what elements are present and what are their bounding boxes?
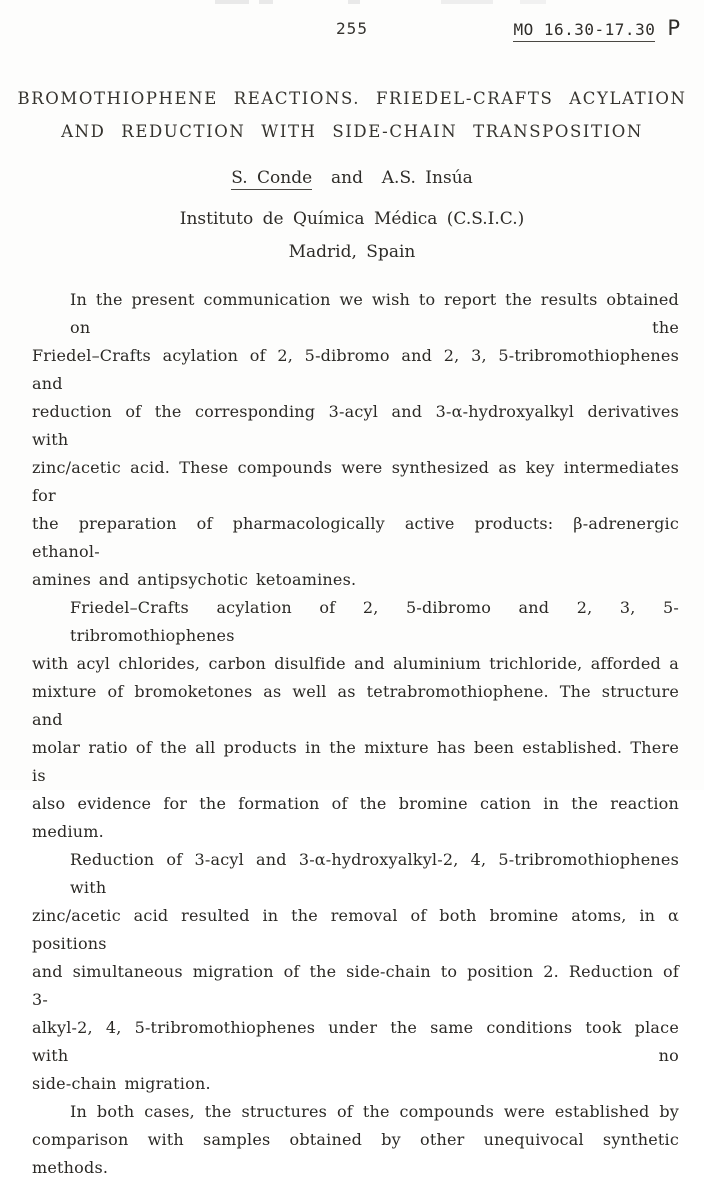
authors-line	[0, 168, 704, 188]
text-line: zinc/acetic acid resulted in the removal of both bromine atoms, in α positions	[32, 906, 679, 953]
paragraph	[32, 846, 679, 1098]
text-line: In the present communication we wish to report the results obtained on the	[70, 290, 679, 337]
text-line: with acyl chlorides, carbon disulfide and aluminium trichloride, afforded a	[32, 654, 679, 673]
text-line: amines and antipsychotic ketoamines.	[32, 570, 357, 589]
text-line: alkyl-2, 4, 5-tribromothiophenes under the same conditions took place with no	[32, 1018, 679, 1065]
paragraph	[32, 594, 679, 846]
session-slot	[513, 16, 680, 42]
author-connector: and	[331, 168, 363, 188]
text-line: molar ratio of the all products in the mixture has been established. There is	[32, 738, 679, 785]
scan-smudge	[215, 0, 249, 4]
text-line: Friedel–Crafts acylation of 2, 5-dibromo and 2, 3, 5-tribromothiophenes	[70, 598, 679, 645]
page-header	[0, 16, 704, 46]
text-line: Reduction of 3-acyl and 3-α-hydroxyalkyl-2, 4, 5-tribromothiophenes with	[70, 850, 679, 897]
text-line: mixture of bromoketones as well as tetrabromothiophene. The structure and	[32, 682, 679, 729]
scan-smudge	[441, 0, 493, 4]
text-line: and simultaneous migration of the side-chain to position 2. Reduction of 3-	[32, 962, 679, 1009]
abstract-body	[32, 286, 679, 1182]
text-line: reduction of the corresponding 3-acyl and 3-α-hydroxyalkyl derivatives with	[32, 402, 679, 449]
text-line: side-chain migration.	[32, 1074, 211, 1093]
scan-smudge	[348, 0, 360, 4]
session-suffix: P	[667, 16, 680, 40]
affiliation	[0, 203, 704, 269]
text-line: also evidence for the formation of the bromine cation in the reaction medium.	[32, 794, 679, 841]
title-line-2: AND REDUCTION WITH SIDE-CHAIN TRANSPOSITION	[61, 122, 643, 141]
paper-title	[0, 82, 704, 148]
session-code: MO 16.30-17.30	[513, 20, 655, 42]
text-line: comparison with samples obtained by other unequivocal synthetic methods.	[32, 1130, 679, 1177]
affiliation-city: Madrid, Spain	[288, 242, 416, 262]
paragraph	[32, 286, 679, 594]
scan-smudge	[520, 0, 546, 4]
title-line-1: BROMOTHIOPHENE REACTIONS. FRIEDEL-CRAFTS ACYLATION	[17, 89, 687, 108]
text-line: In both cases, the structures of the compounds were established by	[70, 1102, 679, 1121]
affiliation-institute: Instituto de Química Médica (C.S.I.C.)	[179, 209, 525, 229]
page-number: 255	[336, 19, 368, 38]
second-author: A.S. Insúa	[381, 168, 473, 188]
scan-smudge	[259, 0, 273, 4]
text-line: Friedel–Crafts acylation of 2, 5-dibromo and 2, 3, 5-tribromothiophenes and	[32, 346, 679, 393]
paragraph	[32, 1098, 679, 1182]
text-line: zinc/acetic acid. These compounds were synthesized as key intermediates for	[32, 458, 679, 505]
text-line: the preparation of pharmacologically active products: β-adrenergic ethanol-	[32, 514, 679, 561]
lead-author: S. Conde	[231, 168, 313, 188]
